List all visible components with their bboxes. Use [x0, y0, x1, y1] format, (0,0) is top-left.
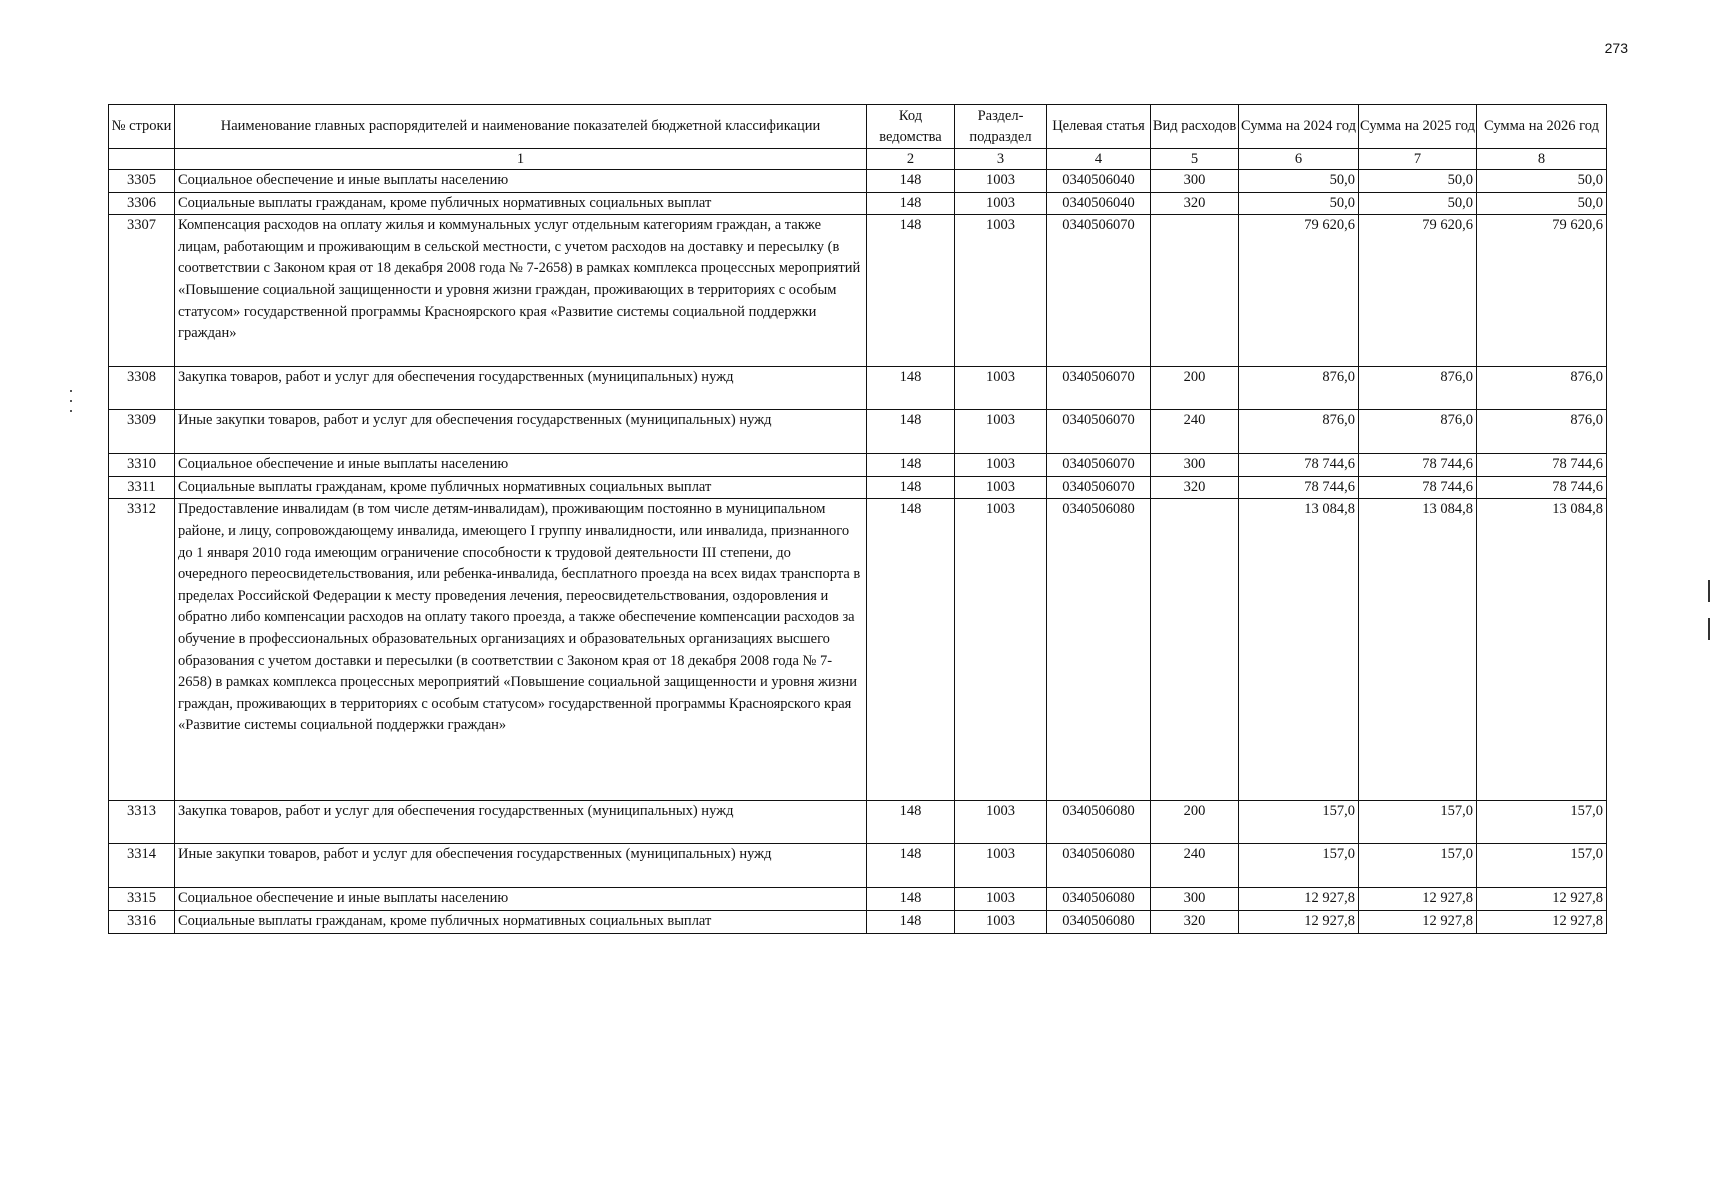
row-number-cell: 3306: [109, 192, 175, 215]
target-cell: 0340506080: [1047, 910, 1151, 933]
sum-2025-cell: 876,0: [1359, 410, 1477, 454]
sum-2026-cell: 78 744,6: [1477, 476, 1607, 499]
expense-type-cell: 300: [1151, 170, 1239, 193]
table-row: [109, 454, 1607, 477]
table-row: [109, 192, 1607, 215]
dept-code-cell: 148: [867, 367, 955, 410]
row-name-cell: Социальное обеспечение и иные выплаты населению: [175, 888, 867, 911]
sum-2024-cell: 876,0: [1239, 367, 1359, 410]
table-row: [109, 499, 1607, 801]
target-cell: 0340506040: [1047, 170, 1151, 193]
row-number-cell: 3314: [109, 844, 175, 888]
table-row: [109, 888, 1607, 911]
dept-code-cell: 148: [867, 410, 955, 454]
row-number-cell: 3311: [109, 476, 175, 499]
dept-code-cell: 148: [867, 844, 955, 888]
sum-2025-cell: 50,0: [1359, 170, 1477, 193]
sum-2024-cell: 50,0: [1239, 170, 1359, 193]
sum-2024-cell: 157,0: [1239, 844, 1359, 888]
expense-type-cell: 320: [1151, 192, 1239, 215]
section-cell: 1003: [955, 454, 1047, 477]
sum-2024-cell: 876,0: [1239, 410, 1359, 454]
sum-2026-cell: 157,0: [1477, 801, 1607, 844]
sum-2025-cell: 78 744,6: [1359, 476, 1477, 499]
row-number-cell: 3313: [109, 801, 175, 844]
section-cell: 1003: [955, 888, 1047, 911]
expense-type-cell: 300: [1151, 888, 1239, 911]
row-number-cell: 3310: [109, 454, 175, 477]
dept-code-cell: 148: [867, 499, 955, 801]
header-expense-type: Вид расходов: [1151, 105, 1239, 149]
sum-2026-cell: 157,0: [1477, 844, 1607, 888]
expense-type-cell: 240: [1151, 844, 1239, 888]
column-number-cell: 2: [867, 149, 955, 170]
column-number-cell: 4: [1047, 149, 1151, 170]
table-row: [109, 801, 1607, 844]
dept-code-cell: 148: [867, 454, 955, 477]
target-cell: 0340506080: [1047, 844, 1151, 888]
column-number-cell: [109, 149, 175, 170]
section-cell: 1003: [955, 910, 1047, 933]
expense-type-cell: 300: [1151, 454, 1239, 477]
row-name-cell: Предоставление инвалидам (в том числе детям-инвалидам), проживающим постоянно в муниципальном районе, и лицу, сопровождающему инвалида, имеющего I группу инвалидности, или инвалида, признанного до 1 января 2010 года имеющим ограничение способности к трудовой деятельности III степени, до очередного переосвидетельствования, или ребенка-инвалида, бесплатного проезда на всех видах транспорта в пределах Российской Федерации к месту проведения лечения, переосвидетельствования, оздоровления и обратно либо компенсации расходов на оплату такого проезда, а также обеспечение компенсации расходов за обучение в профессиональных образовательных организациях и образовательных организациях высшего образования с учетом доставки и пересылки (в соответствии с Законом края от 18 декабря 2008 года № 7-2658) в рамках комплекса процессных мероприятий «Повышение социальной защищенности и уровня жизни граждан, проживающих в территориях с особым статусом» государственной программы Красноярского края «Развитие системы социальной поддержки граждан»: [175, 499, 867, 801]
expense-type-cell: 200: [1151, 801, 1239, 844]
row-number-cell: 3305: [109, 170, 175, 193]
row-name-cell: Социальное обеспечение и иные выплаты населению: [175, 170, 867, 193]
row-number-cell: 3308: [109, 367, 175, 410]
row-number-cell: 3312: [109, 499, 175, 801]
sum-2025-cell: 157,0: [1359, 801, 1477, 844]
dept-code-cell: 148: [867, 192, 955, 215]
sum-2024-cell: 157,0: [1239, 801, 1359, 844]
dept-code-cell: 148: [867, 215, 955, 367]
table-row: [109, 476, 1607, 499]
sum-2025-cell: 12 927,8: [1359, 888, 1477, 911]
header-target: Целевая статья: [1047, 105, 1151, 149]
expense-type-cell: 320: [1151, 476, 1239, 499]
column-number-cell: 8: [1477, 149, 1607, 170]
scan-mark: [70, 400, 72, 402]
scan-mark: [70, 390, 72, 392]
column-number-cell: 1: [175, 149, 867, 170]
header-sum-2024: Сумма на 2024 год: [1239, 105, 1359, 149]
sum-2026-cell: 50,0: [1477, 170, 1607, 193]
section-cell: 1003: [955, 499, 1047, 801]
table-row: [109, 170, 1607, 193]
row-name-cell: Иные закупки товаров, работ и услуг для обеспечения государственных (муниципальных) нужд: [175, 844, 867, 888]
sum-2024-cell: 12 927,8: [1239, 910, 1359, 933]
header-row-no: № строки: [109, 105, 175, 149]
sum-2025-cell: 876,0: [1359, 367, 1477, 410]
target-cell: 0340506080: [1047, 499, 1151, 801]
section-cell: 1003: [955, 844, 1047, 888]
column-number-cell: 7: [1359, 149, 1477, 170]
sum-2025-cell: 78 744,6: [1359, 454, 1477, 477]
sum-2025-cell: 12 927,8: [1359, 910, 1477, 933]
section-cell: 1003: [955, 215, 1047, 367]
table-row: [109, 215, 1607, 367]
row-name-cell: Закупка товаров, работ и услуг для обеспечения государственных (муниципальных) нужд: [175, 367, 867, 410]
dept-code-cell: 148: [867, 910, 955, 933]
sum-2026-cell: 78 744,6: [1477, 454, 1607, 477]
row-name-cell: Иные закупки товаров, работ и услуг для обеспечения государственных (муниципальных) нужд: [175, 410, 867, 454]
sum-2026-cell: 50,0: [1477, 192, 1607, 215]
row-name-cell: Социальное обеспечение и иные выплаты населению: [175, 454, 867, 477]
target-cell: 0340506070: [1047, 410, 1151, 454]
target-cell: 0340506070: [1047, 215, 1151, 367]
row-number-cell: 3315: [109, 888, 175, 911]
row-name-cell: Компенсация расходов на оплату жилья и коммунальных услуг отдельным категориям граждан, а также лицам, работающим и проживающим в сельской местности, с учетом расходов на доставку и пересылку (в соответствии с Законом края от 18 декабря 2008 года № 7-2658) в рамках комплекса процессных мероприятий «Повышение социальной защищенности и уровня жизни граждан, проживающих в территориях с особым статусом» государственной программы Красноярского края «Развитие системы социальной поддержки граждан»: [175, 215, 867, 367]
sum-2024-cell: 78 744,6: [1239, 454, 1359, 477]
header-sum-2025: Сумма на 2025 год: [1359, 105, 1477, 149]
sum-2025-cell: 157,0: [1359, 844, 1477, 888]
sum-2025-cell: 50,0: [1359, 192, 1477, 215]
target-cell: 0340506070: [1047, 367, 1151, 410]
target-cell: 0340506080: [1047, 888, 1151, 911]
target-cell: 0340506080: [1047, 801, 1151, 844]
sum-2026-cell: 876,0: [1477, 410, 1607, 454]
table-row: [109, 410, 1607, 454]
table-header-row: [109, 105, 1607, 149]
sum-2025-cell: 13 084,8: [1359, 499, 1477, 801]
scan-edge-mark: [1708, 580, 1710, 602]
target-cell: 0340506070: [1047, 476, 1151, 499]
target-cell: 0340506070: [1047, 454, 1151, 477]
column-number-row: [109, 149, 1607, 170]
table-row: [109, 910, 1607, 933]
header-section: Раздел-подраздел: [955, 105, 1047, 149]
sum-2024-cell: 13 084,8: [1239, 499, 1359, 801]
expense-type-cell: 200: [1151, 367, 1239, 410]
section-cell: 1003: [955, 367, 1047, 410]
sum-2024-cell: 12 927,8: [1239, 888, 1359, 911]
sum-2024-cell: 79 620,6: [1239, 215, 1359, 367]
row-name-cell: Социальные выплаты гражданам, кроме публичных нормативных социальных выплат: [175, 476, 867, 499]
section-cell: 1003: [955, 410, 1047, 454]
row-name-cell: Закупка товаров, работ и услуг для обеспечения государственных (муниципальных) нужд: [175, 801, 867, 844]
budget-table: [108, 104, 1607, 934]
sum-2024-cell: 50,0: [1239, 192, 1359, 215]
sum-2026-cell: 12 927,8: [1477, 910, 1607, 933]
expense-type-cell: [1151, 215, 1239, 367]
sum-2026-cell: 13 084,8: [1477, 499, 1607, 801]
header-name: Наименование главных распорядителей и наименование показателей бюджетной классификации: [175, 105, 867, 149]
row-number-cell: 3316: [109, 910, 175, 933]
section-cell: 1003: [955, 476, 1047, 499]
sum-2026-cell: 12 927,8: [1477, 888, 1607, 911]
dept-code-cell: 148: [867, 476, 955, 499]
header-sum-2026: Сумма на 2026 год: [1477, 105, 1607, 149]
sum-2025-cell: 79 620,6: [1359, 215, 1477, 367]
sum-2026-cell: 79 620,6: [1477, 215, 1607, 367]
sum-2024-cell: 78 744,6: [1239, 476, 1359, 499]
dept-code-cell: 148: [867, 888, 955, 911]
column-number-cell: 5: [1151, 149, 1239, 170]
target-cell: 0340506040: [1047, 192, 1151, 215]
column-number-cell: 6: [1239, 149, 1359, 170]
section-cell: 1003: [955, 801, 1047, 844]
section-cell: 1003: [955, 170, 1047, 193]
expense-type-cell: [1151, 499, 1239, 801]
table-row: [109, 367, 1607, 410]
scan-mark: [70, 410, 72, 412]
row-number-cell: 3309: [109, 410, 175, 454]
expense-type-cell: 320: [1151, 910, 1239, 933]
row-number-cell: 3307: [109, 215, 175, 367]
page-number: 273: [1604, 40, 1628, 56]
expense-type-cell: 240: [1151, 410, 1239, 454]
row-name-cell: Социальные выплаты гражданам, кроме публичных нормативных социальных выплат: [175, 192, 867, 215]
row-name-cell: Социальные выплаты гражданам, кроме публичных нормативных социальных выплат: [175, 910, 867, 933]
table-row: [109, 844, 1607, 888]
sum-2026-cell: 876,0: [1477, 367, 1607, 410]
dept-code-cell: 148: [867, 170, 955, 193]
dept-code-cell: 148: [867, 801, 955, 844]
column-number-cell: 3: [955, 149, 1047, 170]
header-dept-code: Код ведомства: [867, 105, 955, 149]
scan-edge-mark: [1708, 618, 1710, 640]
section-cell: 1003: [955, 192, 1047, 215]
